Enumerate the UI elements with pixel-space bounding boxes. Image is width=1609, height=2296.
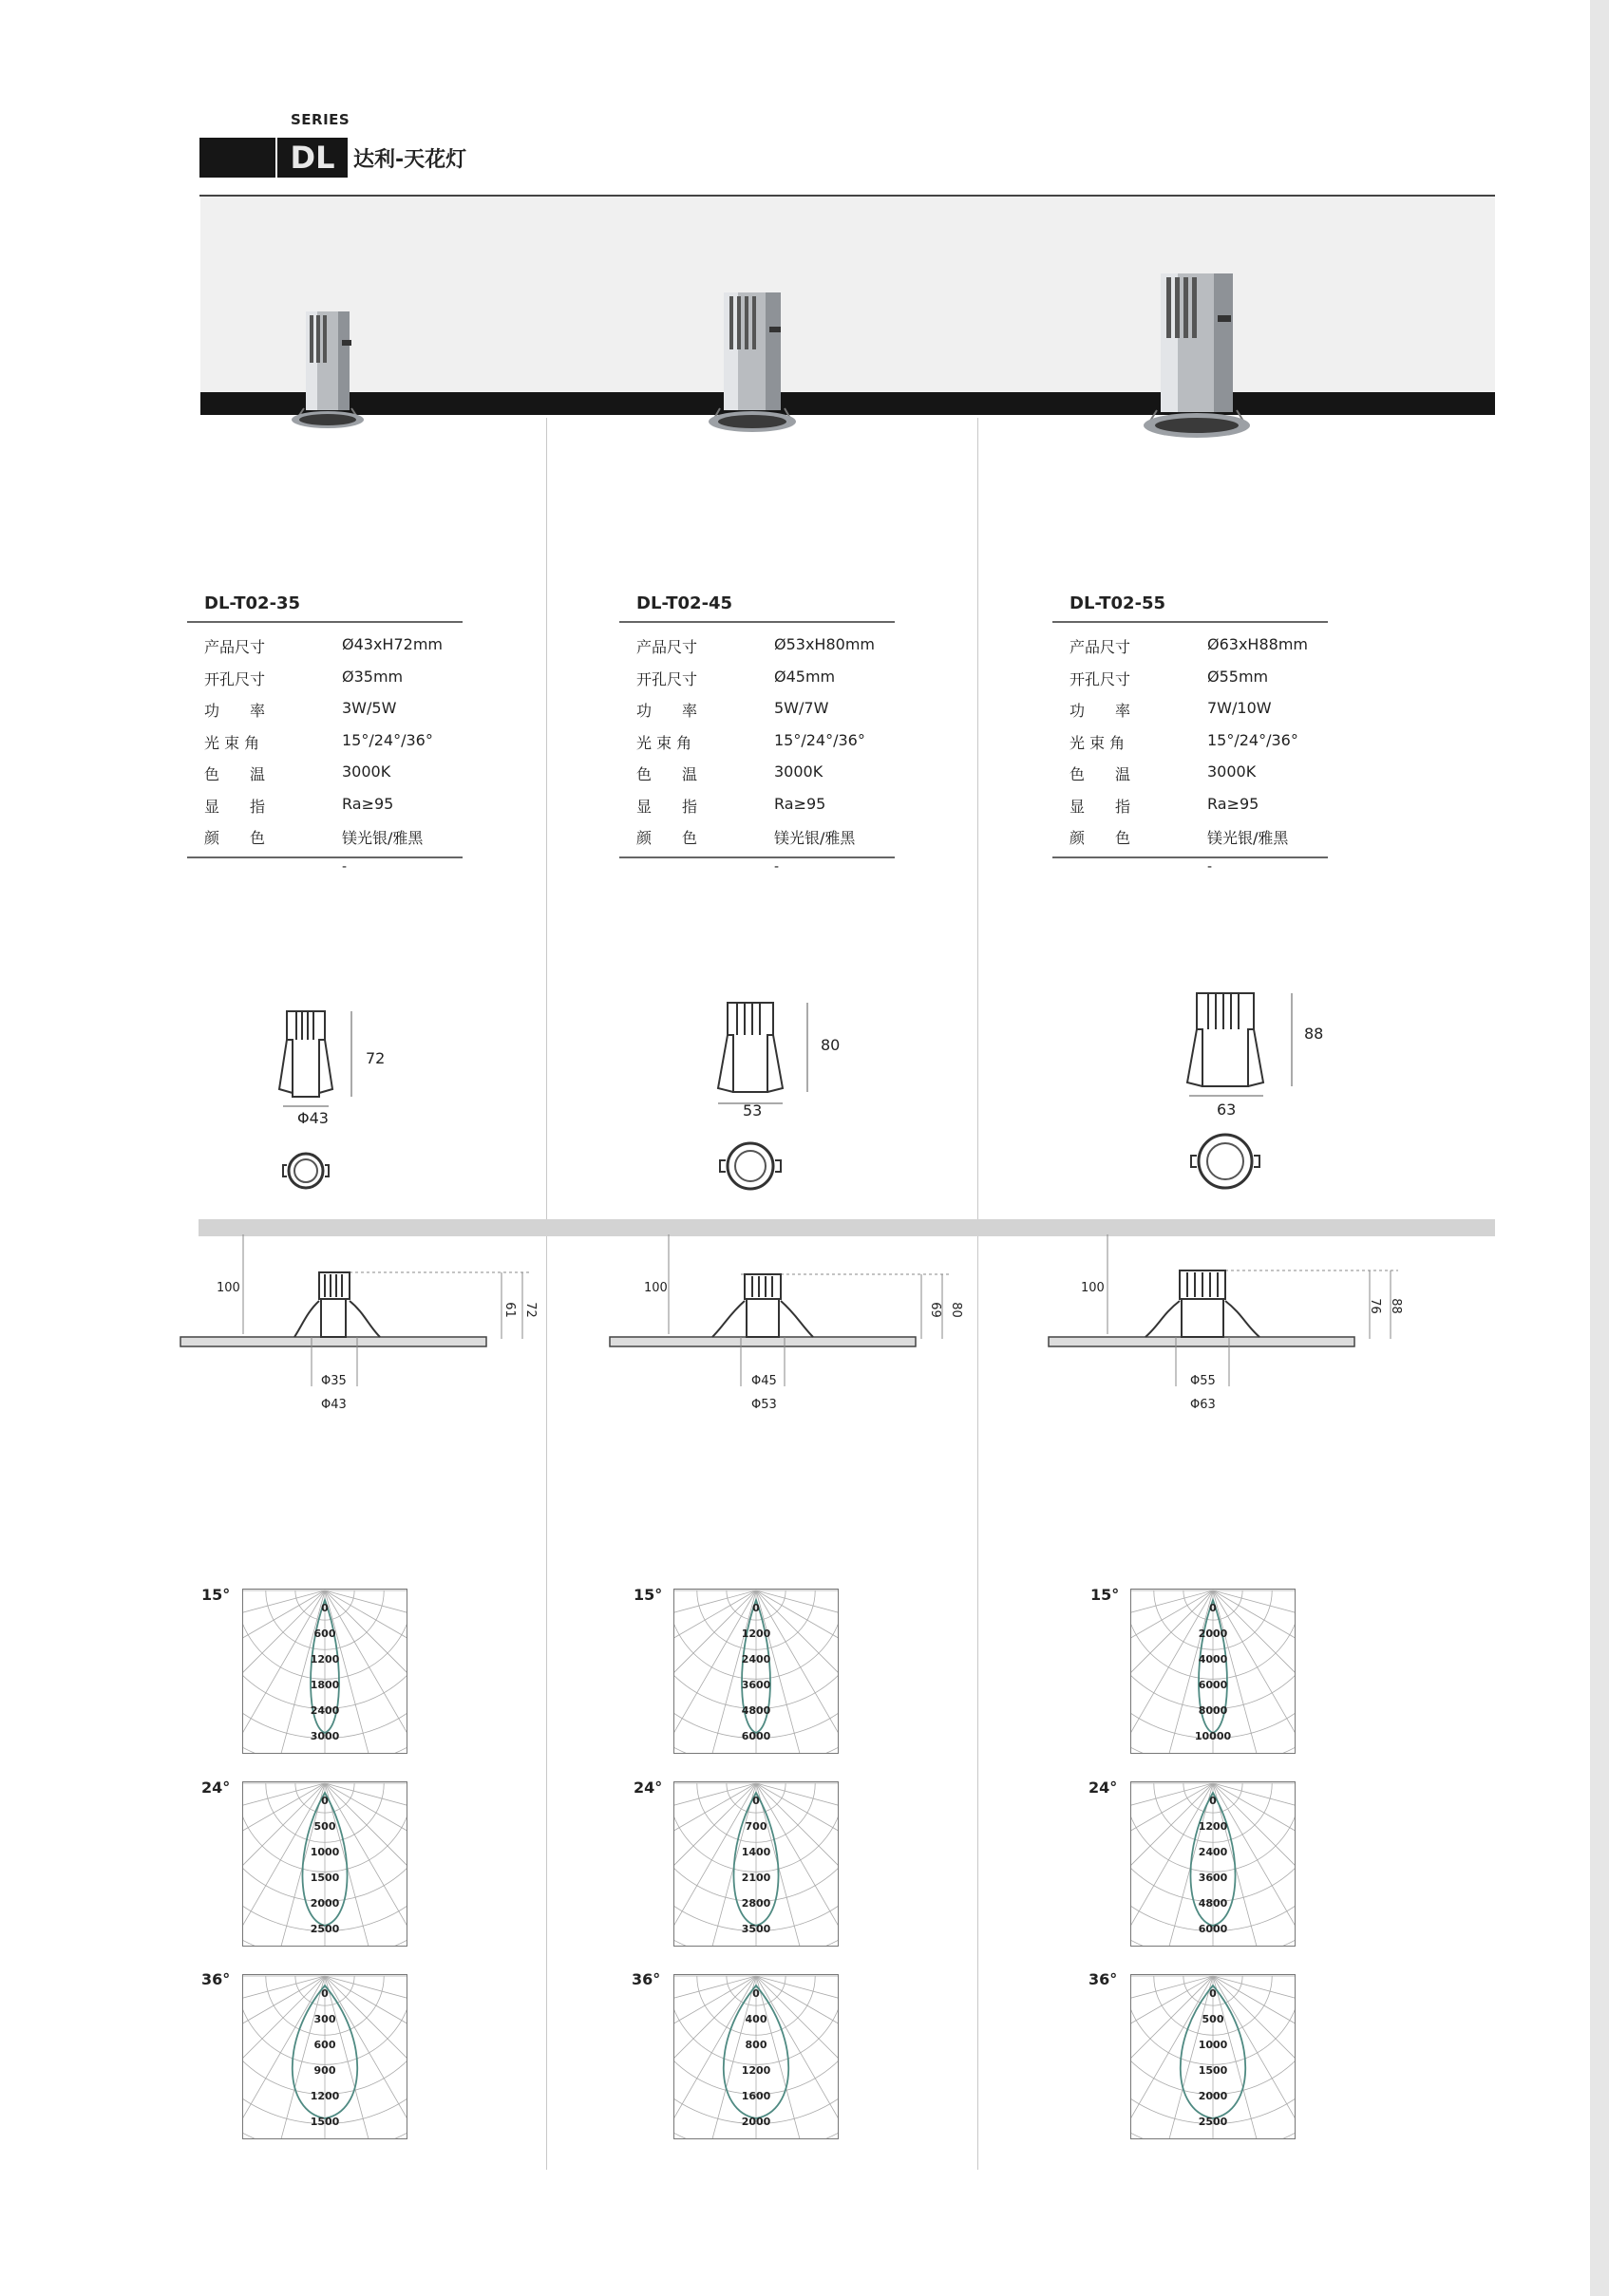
spec-label: 色 温 [1070,765,1131,783]
polar-tick-label: 6000 [1198,1679,1228,1691]
polar-tick-label: 3600 [1198,1872,1228,1884]
polar-tick-label: 1200 [310,2090,340,2102]
polar-tick-label: 1800 [310,1679,340,1691]
polar-tick-label: 600 [313,1628,336,1640]
install-drawing-35 [179,1234,539,1424]
polar-tick-label: 2100 [741,1872,771,1884]
spec-value: Ø53xH80mm [774,635,875,653]
polar-tick-label: 0 [1209,1987,1217,2000]
polar-tick-label: 1200 [741,1628,771,1640]
beam-angle-label: 24° [634,1778,663,1797]
page-edge-strip [1590,0,1609,2296]
beam-angle-label: 36° [632,1970,661,1988]
spec-value: 15°/24°/36° [1207,731,1298,749]
dimension-drawing-35 [275,1002,408,1201]
spec-value: 15°/24°/36° [774,731,865,749]
install-drawing-55 [1047,1234,1417,1424]
polar-tick-label: 3600 [741,1679,771,1691]
dim-height: 72 [366,1049,386,1067]
polar-tick-label: 1600 [741,2090,771,2102]
beam-angle-label: 36° [1088,1970,1118,1988]
polar-diagram [673,1974,839,2139]
spec-value: 5W/7W [774,699,829,717]
spec-rule-top [1052,621,1328,623]
polar-tick-label: 900 [313,2064,336,2077]
install-cut: Φ45 [751,1374,777,1388]
model-name: DL-T02-45 [636,593,733,613]
polar-tick-label: 0 [1209,1602,1217,1614]
spec-label: 显 指 [204,798,266,816]
spec-label: 产品尺寸 [636,638,698,656]
spec-rule-top [619,621,895,623]
polar-tick-label: 2400 [1198,1846,1228,1858]
column-divider [546,1236,547,2167]
spec-label: 颜 色 [636,829,698,847]
polar-tick-label: 1500 [310,1872,340,1884]
polar-tick-label: 0 [752,1602,760,1614]
polar-tick-label: 0 [321,1987,329,2000]
beam-angle-label: 15° [201,1586,231,1604]
spec-value: Ø35mm [342,668,404,686]
spec-value: 镁光银/雅黑 [342,829,424,847]
spec-value: Ø55mm [1207,668,1269,686]
spec-label: 开孔尺寸 [636,670,698,688]
spec-label: 显 指 [636,798,698,816]
polar-tick-label: 2500 [310,1923,340,1935]
polar-tick-label: 0 [1209,1795,1217,1807]
polar-tick-label: 0 [321,1602,329,1614]
beam-angle-label: 24° [201,1778,231,1797]
polar-tick-label: 2400 [310,1704,340,1717]
column-divider [977,1236,978,2167]
install-depth: 100 [217,1281,240,1295]
lamp-render-45 [705,285,800,437]
polar-tick-label: 1000 [310,1846,340,1858]
beam-angle-label: 24° [1088,1778,1118,1797]
spec-label: 光 束 角 [204,734,260,752]
spec-value: Ra≥95 [342,795,394,813]
spec-label: 光 束 角 [1070,734,1126,752]
polar-diagram [673,1781,839,1947]
polar-diagram [242,1781,407,1947]
dash: - [774,859,780,875]
polar-tick-label: 6000 [741,1730,771,1742]
polar-tick-label: 6000 [1198,1923,1228,1935]
spec-label: 光 束 角 [636,734,692,752]
spec-label: 色 温 [204,765,266,783]
install-cut: Φ35 [321,1374,347,1388]
polar-tick-label: 1400 [741,1846,771,1858]
dim-diameter: 53 [743,1101,763,1120]
spec-value: Ra≥95 [774,795,826,813]
spec-label: 颜 色 [204,829,266,847]
install-h2: 80 [948,1302,963,1318]
install-h1: 69 [927,1302,942,1318]
polar-diagram [673,1589,839,1754]
polar-tick-label: 0 [752,1987,760,2000]
spec-label: 产品尺寸 [204,638,266,656]
lamp-render-55 [1140,268,1254,439]
install-cut: Φ55 [1190,1374,1216,1388]
polar-tick-label: 1200 [741,2064,771,2077]
spec-label: 功 率 [1070,702,1131,720]
spec-value: 3000K [1207,762,1257,781]
install-outer: Φ53 [751,1398,777,1412]
spec-value: Ø45mm [774,668,836,686]
header-black-block [199,138,275,178]
polar-tick-label: 1200 [310,1653,340,1666]
polar-tick-label: 8000 [1198,1704,1228,1717]
polar-tick-label: 500 [313,1820,336,1833]
polar-diagram [1130,1974,1296,2139]
spec-value: Ø63xH88mm [1207,635,1308,653]
polar-diagram [1130,1589,1296,1754]
polar-tick-label: 500 [1202,2013,1224,2025]
spec-value: 3W/5W [342,699,397,717]
install-outer: Φ43 [321,1398,347,1412]
polar-diagram [242,1589,407,1754]
model-name: DL-T02-35 [204,593,301,613]
spec-value: 3000K [774,762,823,781]
install-h2: 88 [1388,1298,1403,1314]
dimension-drawing-55 [1183,988,1335,1196]
spec-label: 功 率 [636,702,698,720]
install-outer: Φ63 [1190,1398,1216,1412]
polar-tick-label: 300 [313,2013,336,2025]
spec-rule-bottom [619,856,895,858]
series-code: DL [275,138,348,178]
beam-angle-label: 15° [1090,1586,1120,1604]
polar-tick-label: 800 [745,2039,767,2051]
spec-value: 15°/24°/36° [342,731,433,749]
model-name: DL-T02-55 [1070,593,1166,613]
spec-label: 开孔尺寸 [204,670,266,688]
polar-tick-label: 1500 [1198,2064,1228,2077]
polar-tick-label: 4800 [1198,1897,1228,1910]
polar-tick-label: 700 [745,1820,767,1833]
polar-tick-label: 4000 [1198,1653,1228,1666]
spec-value: Ø43xH72mm [342,635,443,653]
polar-tick-label: 0 [321,1795,329,1807]
polar-tick-label: 3500 [741,1923,771,1935]
polar-tick-label: 2000 [1198,1628,1228,1640]
polar-tick-label: 400 [745,2013,767,2025]
spec-rule-bottom [1052,856,1328,858]
install-depth: 100 [1081,1281,1105,1295]
spec-label: 产品尺寸 [1070,638,1131,656]
ceiling-scene [200,197,1495,392]
spec-value: 7W/10W [1207,699,1272,717]
polar-tick-label: 2500 [1198,2116,1228,2128]
dimension-drawing-45 [714,997,857,1196]
dim-height: 88 [1304,1025,1324,1043]
spec-value: Ra≥95 [1207,795,1259,813]
install-h2: 72 [522,1302,538,1318]
polar-diagram [1130,1781,1296,1947]
polar-tick-label: 1500 [310,2116,340,2128]
polar-tick-label: 4800 [741,1704,771,1717]
dash: - [342,859,348,875]
polar-tick-label: 2800 [741,1897,771,1910]
spec-label: 显 指 [1070,798,1131,816]
spec-value: 镁光银/雅黑 [774,829,856,847]
spec-value: 3000K [342,762,391,781]
polar-tick-label: 3000 [310,1730,340,1742]
polar-tick-label: 1000 [1198,2039,1228,2051]
polar-tick-label: 2000 [310,1897,340,1910]
polar-tick-label: 2000 [741,2116,771,2128]
series-label: SERIES [291,111,350,128]
install-drawing-45 [608,1234,969,1424]
spec-rule-bottom [187,856,463,858]
dim-diameter: 63 [1217,1101,1237,1119]
lamp-render-35 [285,302,370,435]
beam-angle-label: 36° [201,1970,231,1988]
beam-angle-label: 15° [634,1586,663,1604]
ceiling-band [200,392,1495,415]
spec-rule-top [187,621,463,623]
install-h1: 61 [502,1302,517,1318]
polar-tick-label: 10000 [1194,1730,1232,1742]
polar-tick-label: 2400 [741,1653,771,1666]
spec-value: 镁光银/雅黑 [1207,829,1289,847]
polar-diagram [242,1974,407,2139]
spec-label: 色 温 [636,765,698,783]
polar-tick-label: 1200 [1198,1820,1228,1833]
polar-tick-label: 2000 [1198,2090,1228,2102]
dash: - [1207,859,1213,875]
polar-tick-label: 0 [752,1795,760,1807]
dim-height: 80 [821,1036,841,1054]
spec-label: 开孔尺寸 [1070,670,1131,688]
dim-diameter: Φ43 [297,1109,329,1127]
spec-label: 功 率 [204,702,266,720]
page-title: 达利-天花灯 [353,148,467,172]
spec-label: 颜 色 [1070,829,1131,847]
polar-tick-label: 600 [313,2039,336,2051]
install-h1: 76 [1367,1298,1382,1314]
install-depth: 100 [644,1281,668,1295]
